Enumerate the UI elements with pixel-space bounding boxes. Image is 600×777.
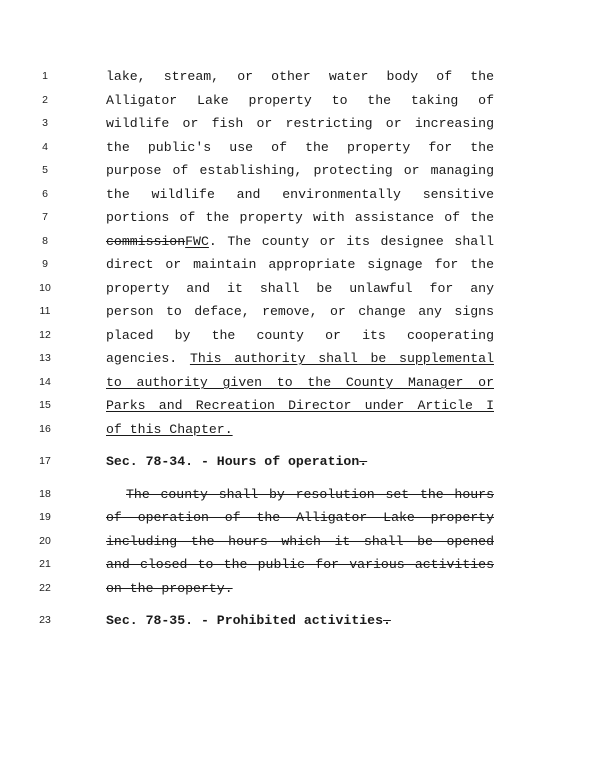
deleted-text: on the property.	[106, 581, 233, 596]
line-text: wildlife or fish or restricting or increasing	[106, 116, 494, 131]
line-text: agencies.	[106, 351, 190, 366]
inserted-text-line	[106, 375, 494, 390]
text-line	[106, 304, 494, 319]
line-number: 16	[39, 423, 51, 435]
text-line	[106, 328, 494, 343]
line-number: 19	[39, 511, 51, 523]
text-line	[106, 257, 494, 272]
line-text: . The county or its designee shall	[208, 234, 494, 249]
text-line	[106, 163, 494, 178]
line-number: 1	[42, 70, 48, 82]
inserted-text: to authority given to the County Manager or	[106, 375, 494, 390]
deleted-text-line	[106, 581, 494, 596]
line-text: placed by the county or its cooperating	[106, 328, 494, 343]
deleted-text: including the hours which it shall be opened	[106, 534, 494, 549]
section-heading-text: Sec. 78-34. - Hours of operation	[106, 454, 360, 469]
line-number: 2	[42, 94, 48, 106]
line-number: 9	[42, 258, 48, 270]
line-text: purpose of establishing, protecting or managing	[106, 163, 494, 178]
text-line	[106, 140, 494, 155]
line-number: 17	[39, 455, 51, 467]
line-text: portions of the property with assistance of the	[106, 210, 494, 225]
text-line	[106, 234, 494, 249]
deleted-text: .	[359, 454, 368, 469]
text-line	[106, 69, 494, 84]
inserted-text: FWC	[185, 234, 209, 249]
line-text: Alligator Lake property to the taking of	[106, 93, 494, 108]
line-text: the public's use of the property for the	[106, 140, 494, 155]
line-number: 7	[42, 211, 48, 223]
inserted-text: This authority shall be supplemental	[189, 351, 494, 366]
line-number: 22	[39, 582, 51, 594]
line-text: direct or maintain appropriate signage for the	[106, 257, 494, 272]
line-number: 13	[39, 352, 51, 364]
deleted-text: of operation of the Alligator Lake property	[106, 510, 494, 525]
line-number: 23	[39, 614, 51, 626]
line-text: the wildlife and environmentally sensitive	[106, 187, 494, 202]
line-text: person to deface, remove, or change any signs	[106, 304, 494, 319]
line-number: 10	[39, 282, 51, 294]
inserted-text-line	[106, 398, 494, 413]
deleted-text-line	[106, 510, 494, 525]
line-number: 11	[39, 305, 51, 317]
deleted-text-line	[126, 487, 494, 502]
line-number: 18	[39, 488, 51, 500]
line-number: 3	[42, 117, 48, 129]
line-number: 8	[42, 235, 48, 247]
deleted-text: commission	[106, 234, 186, 249]
line-number: 12	[39, 329, 51, 341]
line-number: 21	[39, 558, 51, 570]
deleted-text: The county shall by resolution set the hours	[126, 487, 494, 502]
inserted-text-line	[106, 422, 494, 437]
text-line	[106, 116, 494, 131]
text-line	[106, 351, 494, 366]
inserted-text: Parks and Recreation Director under Article I	[106, 398, 494, 413]
text-line	[106, 187, 494, 202]
line-number: 20	[39, 535, 51, 547]
inserted-text: of this Chapter.	[106, 422, 233, 437]
line-text: property and it shall be unlawful for any	[106, 281, 494, 296]
line-number: 15	[39, 399, 51, 411]
text-line	[106, 93, 494, 108]
line-number: 5	[42, 164, 48, 176]
line-text: lake, stream, or other water body of the	[106, 69, 494, 84]
text-line	[106, 210, 494, 225]
deleted-text: and closed to the public for various activities	[106, 557, 494, 572]
deleted-text-line	[106, 557, 494, 572]
deleted-text: .	[382, 613, 391, 628]
section-heading-text: Sec. 78-35. - Prohibited activities	[106, 613, 383, 628]
section-heading	[106, 454, 494, 469]
deleted-text-line	[106, 534, 494, 549]
text-line	[106, 281, 494, 296]
line-number: 6	[42, 188, 48, 200]
line-number: 14	[39, 376, 51, 388]
section-heading	[106, 613, 494, 628]
line-number: 4	[42, 141, 48, 153]
